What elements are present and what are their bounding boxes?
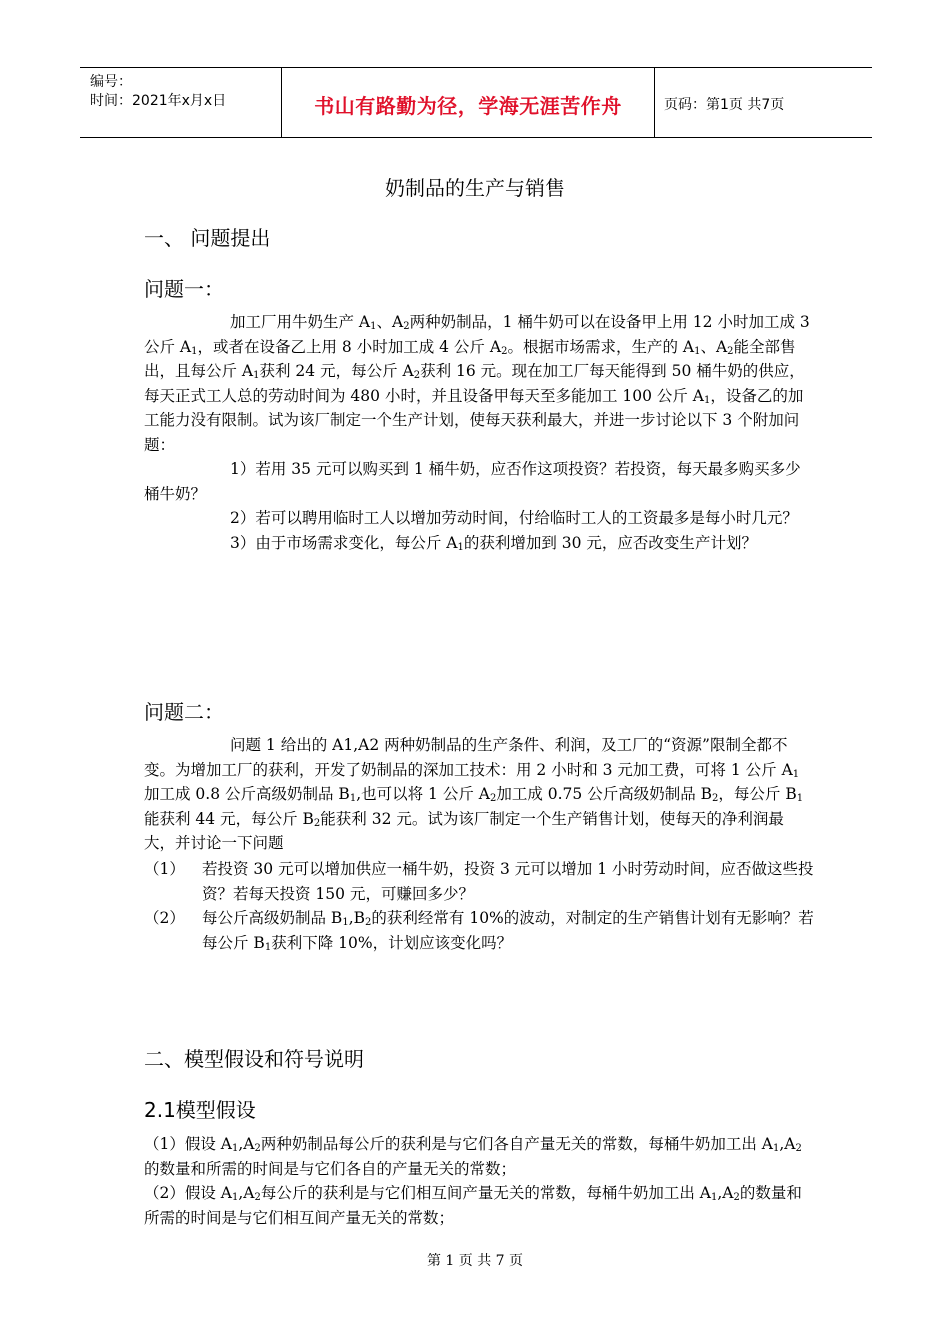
question-two-heading: 问题二：	[144, 700, 224, 724]
item-text-1: 若投资 30 元可以增加供应一桶牛奶，投资 3 元可以增加 1 小时劳动时间，应否做这些投资？若每天投资 150 元，可赚回多少？	[202, 860, 814, 903]
page-header	[80, 67, 872, 138]
page-footer: 第 1 页 共 7 页	[426, 1253, 524, 1269]
assumptions-body: （1）假设 $A_1,A_2$两种奶制品每公斤的获利是与它们各自产量无关的常数，每桶牛奶加工出 $A_1,A_2$的数量和所需的时间是与它们各自的产量无关的常数； （2）假设 $A_1,A_2$每公斤的获利是与它们相互间产量无关的常数，每桶牛奶加工出 $A_1,A_2$的数量和所需的时间是与它们相互间产量无关的常数；	[144, 1135, 802, 1227]
item-marker-2: （2）	[144, 909, 185, 927]
item-text-2: 每公斤高级奶制品 $B_1,B_2$的获利经常有 10%的波动，对制定的生产销售计划有无影响？若每公斤 $B_1$获利下降 10%，计划应该变化吗？	[202, 909, 814, 953]
item-marker-1: （1）	[144, 860, 185, 878]
document-title: 奶制品的生产与销售	[385, 176, 565, 200]
question-two-body: 问题 1 给出的 A1,A2 两种奶制品的生产条件、利润，及工厂的“资源”限制全都不变。为增加工厂的获利，开发了奶制品的深加工技术：用 2 小时和 3 元加工费，可将 1 公斤 $A_1$加工成 0.8 公斤高级奶制品 $B_1$,也可以将 1 公斤 $A_2$加工成 0.75 公斤高级奶制品 $B_2$，每公斤 $B_1$能获利 44 元，每公斤 $B_2$能获利 32 元。试为该厂制定一个生产销售计划，使每天的净利润最大，并讨论一下问题	[144, 736, 804, 852]
header-page-cell	[654, 68, 872, 137]
question-one-body: 加工厂用牛奶生产 $A_1$、$A_2$两种奶制品，1 桶牛奶可以在设备甲上用 12 小时加工成 3 公斤 $A_1$，或者在设备乙上用 8 小时加工成 4 公斤 $A_2$。根据市场需求，生产的 $A_1$、$A_2$能全部售出，且每公斤 $A_1$获利 24 元，每公斤 $A_2$获利 16 元。现在加工厂每天能得到 50 桶牛奶的供应，每天正式工人总的劳动时间为 480 小时，并且设备甲每天至多能加工 100 公斤 $A_1$，设备乙的加工能力没有限制。试为该厂制定一个生产计划，使每天获利最大，并进一步讨论以下 3 个附加问题： 1）若用 35 元可以购买到 1 桶牛奶，应否作这项投资？若投资，每天最多购买多少桶牛奶？ 2）若可以聘用临时工人以增加劳动时间，付给临时工人的工资最多是每小时几元？ 3）由于市场需求变化，每公斤 $A_1$的获利增加到 30 元，应否改变生产计划？	[144, 313, 810, 553]
page-counter: 页码：第1页 共7页	[664, 97, 785, 113]
document-number: 编号：	[90, 74, 132, 90]
header-meta-cell	[80, 68, 281, 137]
motto: 书山有路勤为径，学海无涯苦作舟	[314, 94, 622, 118]
header-motto-cell	[281, 68, 655, 137]
question-one-heading: 问题一：	[144, 277, 224, 301]
subsection-heading-assumptions: 2.1模型假设	[144, 1098, 256, 1122]
section-heading-problem: 一、 问题提出	[144, 226, 271, 250]
document-date: 时间：2021年x月x日	[90, 93, 227, 109]
section-heading-assumptions: 二、模型假设和符号说明	[144, 1047, 364, 1071]
